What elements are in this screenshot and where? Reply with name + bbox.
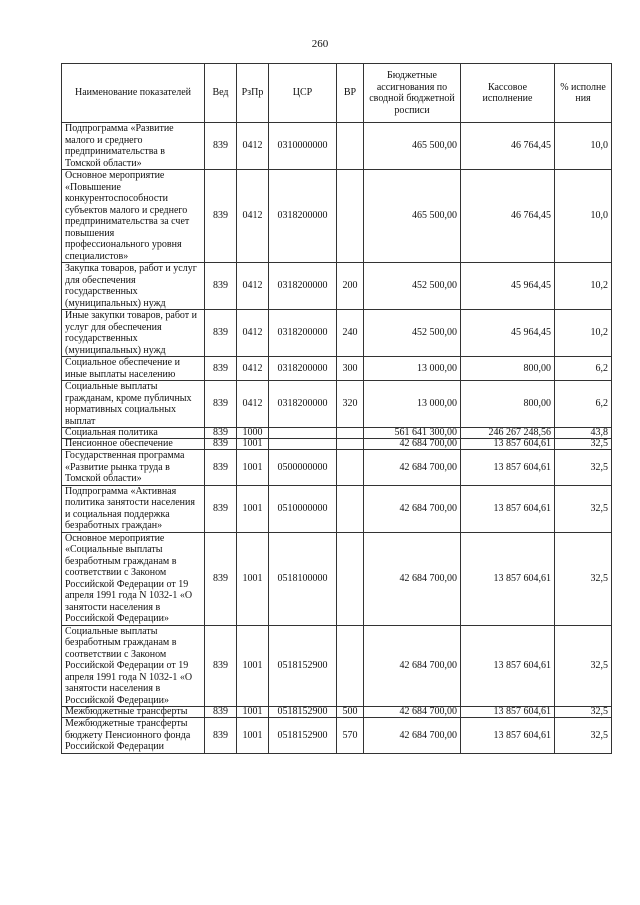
table-row xyxy=(62,532,612,625)
header-budget: Бюджетные ассигнования по сводной бюджетной росписи xyxy=(364,64,461,123)
cell-cash: 45 964,45 xyxy=(461,310,555,357)
cell-vr xyxy=(337,439,364,450)
cell-pct: 32,5 xyxy=(555,450,612,486)
cell-budget: 452 500,00 xyxy=(364,310,461,357)
cell-cash: 800,00 xyxy=(461,357,555,381)
cell-pct: 10,0 xyxy=(555,123,612,170)
cell-budget: 13 000,00 xyxy=(364,357,461,381)
cell-vr xyxy=(337,450,364,486)
table-body xyxy=(62,123,612,754)
cell-budget: 42 684 700,00 xyxy=(364,625,461,707)
table-row xyxy=(62,718,612,754)
cell-budget: 42 684 700,00 xyxy=(364,707,461,718)
header-vr: ВР xyxy=(337,64,364,123)
cell-pct: 10,2 xyxy=(555,263,612,310)
header-ved: Вед xyxy=(205,64,237,123)
table-row xyxy=(62,170,612,263)
cell-vr xyxy=(337,170,364,263)
table-row xyxy=(62,123,612,170)
cell-ved: 839 xyxy=(205,450,237,486)
cell-csr: 0518152900 xyxy=(269,718,337,754)
header-pct: % исполне ния xyxy=(555,64,612,123)
table-row xyxy=(62,310,612,357)
cell-budget: 42 684 700,00 xyxy=(364,718,461,754)
cell-ved: 839 xyxy=(205,625,237,707)
cell-pct: 43,8 xyxy=(555,428,612,439)
cell-name: Подпрограмма «Развитие малого и среднего предпринимательства в Томской области» xyxy=(62,123,205,170)
cell-vr: 500 xyxy=(337,707,364,718)
cell-ved: 839 xyxy=(205,310,237,357)
cell-csr: 0318200000 xyxy=(269,310,337,357)
cell-rzpr: 1001 xyxy=(237,532,269,625)
cell-ved: 839 xyxy=(205,707,237,718)
header-cash: Кассовое исполнение xyxy=(461,64,555,123)
cell-ved: 839 xyxy=(205,718,237,754)
cell-ved: 839 xyxy=(205,439,237,450)
cell-name: Основное мероприятие «Социальные выплаты безработным гражданам в соответствии с Законом Российской Федерации от 19 апреля 1991 года N 1032-1 «О занятости населения в Российской Федерации» xyxy=(62,532,205,625)
header-name: Наименование показателей xyxy=(62,64,205,123)
cell-name: Подпрограмма «Активная политика занятости населения и социальная поддержка безработных граждан» xyxy=(62,485,205,532)
cell-cash: 13 857 604,61 xyxy=(461,439,555,450)
cell-name: Закупка товаров, работ и услуг для обеспечения государственных (муниципальных) нужд xyxy=(62,263,205,310)
cell-ved: 839 xyxy=(205,263,237,310)
table-row xyxy=(62,428,612,439)
cell-vr xyxy=(337,123,364,170)
cell-rzpr: 1001 xyxy=(237,718,269,754)
cell-budget: 42 684 700,00 xyxy=(364,532,461,625)
cell-rzpr: 1001 xyxy=(237,707,269,718)
cell-csr: 0500000000 xyxy=(269,450,337,486)
cell-rzpr: 1000 xyxy=(237,428,269,439)
cell-vr: 300 xyxy=(337,357,364,381)
cell-name: Государственная программа «Развитие рынка труда в Томской области» xyxy=(62,450,205,486)
cell-name: Основное мероприятие «Повышение конкурентоспособности субъектов малого и среднего предпринимательства за счет повышения профессионального уровня специалистов» xyxy=(62,170,205,263)
header-csr: ЦСР xyxy=(269,64,337,123)
cell-rzpr: 1001 xyxy=(237,450,269,486)
cell-pct: 10,2 xyxy=(555,310,612,357)
table-row xyxy=(62,485,612,532)
cell-csr: 0318200000 xyxy=(269,357,337,381)
page-number: 260 xyxy=(311,38,329,50)
cell-budget: 42 684 700,00 xyxy=(364,485,461,532)
cell-pct: 32,5 xyxy=(555,718,612,754)
cell-budget: 13 000,00 xyxy=(364,381,461,428)
cell-vr: 240 xyxy=(337,310,364,357)
cell-ved: 839 xyxy=(205,532,237,625)
cell-rzpr: 0412 xyxy=(237,170,269,263)
cell-name: Межбюджетные трансферты xyxy=(62,707,205,718)
cell-csr: 0310000000 xyxy=(269,123,337,170)
cell-cash: 13 857 604,61 xyxy=(461,532,555,625)
cell-pct: 10,0 xyxy=(555,170,612,263)
cell-csr: 0518152900 xyxy=(269,625,337,707)
cell-cash: 246 267 248,56 xyxy=(461,428,555,439)
cell-cash: 13 857 604,61 xyxy=(461,625,555,707)
cell-cash: 45 964,45 xyxy=(461,263,555,310)
table-row xyxy=(62,263,612,310)
cell-csr: 0518152900 xyxy=(269,707,337,718)
table-row xyxy=(62,381,612,428)
cell-pct: 32,5 xyxy=(555,707,612,718)
cell-csr: 0318200000 xyxy=(269,381,337,428)
cell-cash: 13 857 604,61 xyxy=(461,485,555,532)
cell-pct: 6,2 xyxy=(555,357,612,381)
cell-pct: 32,5 xyxy=(555,532,612,625)
cell-cash: 800,00 xyxy=(461,381,555,428)
cell-budget: 42 684 700,00 xyxy=(364,450,461,486)
cell-csr: 0510000000 xyxy=(269,485,337,532)
cell-rzpr: 0412 xyxy=(237,357,269,381)
cell-ved: 839 xyxy=(205,123,237,170)
cell-csr: 0518100000 xyxy=(269,532,337,625)
cell-rzpr: 0412 xyxy=(237,381,269,428)
table-row xyxy=(62,439,612,450)
cell-name: Пенсионное обеспечение xyxy=(62,439,205,450)
cell-vr: 570 xyxy=(337,718,364,754)
cell-rzpr: 1001 xyxy=(237,439,269,450)
cell-cash: 13 857 604,61 xyxy=(461,450,555,486)
cell-budget: 465 500,00 xyxy=(364,123,461,170)
table-row xyxy=(62,625,612,707)
cell-vr xyxy=(337,428,364,439)
cell-pct: 6,2 xyxy=(555,381,612,428)
table-row xyxy=(62,357,612,381)
table-row xyxy=(62,707,612,718)
cell-name: Социальные выплаты безработным гражданам в соответствии с Законом Российской Федерации от 19 апреля 1991 года N 1032-1 «О занятости населения в Российской Федерации» xyxy=(62,625,205,707)
cell-rzpr: 0412 xyxy=(237,310,269,357)
cell-pct: 32,5 xyxy=(555,485,612,532)
cell-pct: 32,5 xyxy=(555,625,612,707)
cell-name: Иные закупки товаров, работ и услуг для обеспечения государственных (муниципальных) нужд xyxy=(62,310,205,357)
cell-name: Социальные выплаты гражданам, кроме публичных нормативных социальных выплат xyxy=(62,381,205,428)
cell-vr xyxy=(337,532,364,625)
cell-csr xyxy=(269,439,337,450)
budget-execution-table xyxy=(61,63,612,754)
cell-name: Межбюджетные трансферты бюджету Пенсионного фонда Российской Федерации xyxy=(62,718,205,754)
cell-budget: 561 641 300,00 xyxy=(364,428,461,439)
cell-csr: 0318200000 xyxy=(269,263,337,310)
cell-ved: 839 xyxy=(205,485,237,532)
cell-cash: 46 764,45 xyxy=(461,170,555,263)
cell-rzpr: 1001 xyxy=(237,625,269,707)
cell-csr xyxy=(269,428,337,439)
cell-rzpr: 0412 xyxy=(237,263,269,310)
cell-rzpr: 1001 xyxy=(237,485,269,532)
cell-csr: 0318200000 xyxy=(269,170,337,263)
cell-name: Социальная политика xyxy=(62,428,205,439)
cell-cash: 13 857 604,61 xyxy=(461,707,555,718)
cell-name: Социальное обеспечение и иные выплаты населению xyxy=(62,357,205,381)
cell-vr xyxy=(337,625,364,707)
table-header-row xyxy=(62,64,612,123)
cell-rzpr: 0412 xyxy=(237,123,269,170)
cell-budget: 465 500,00 xyxy=(364,170,461,263)
cell-pct: 32,5 xyxy=(555,439,612,450)
cell-ved: 839 xyxy=(205,170,237,263)
header-rzpr: РзПр xyxy=(237,64,269,123)
cell-ved: 839 xyxy=(205,357,237,381)
cell-ved: 839 xyxy=(205,381,237,428)
cell-ved: 839 xyxy=(205,428,237,439)
cell-budget: 452 500,00 xyxy=(364,263,461,310)
table-row xyxy=(62,450,612,486)
cell-vr: 320 xyxy=(337,381,364,428)
cell-vr: 200 xyxy=(337,263,364,310)
cell-cash: 46 764,45 xyxy=(461,123,555,170)
cell-budget: 42 684 700,00 xyxy=(364,439,461,450)
cell-vr xyxy=(337,485,364,532)
cell-cash: 13 857 604,61 xyxy=(461,718,555,754)
